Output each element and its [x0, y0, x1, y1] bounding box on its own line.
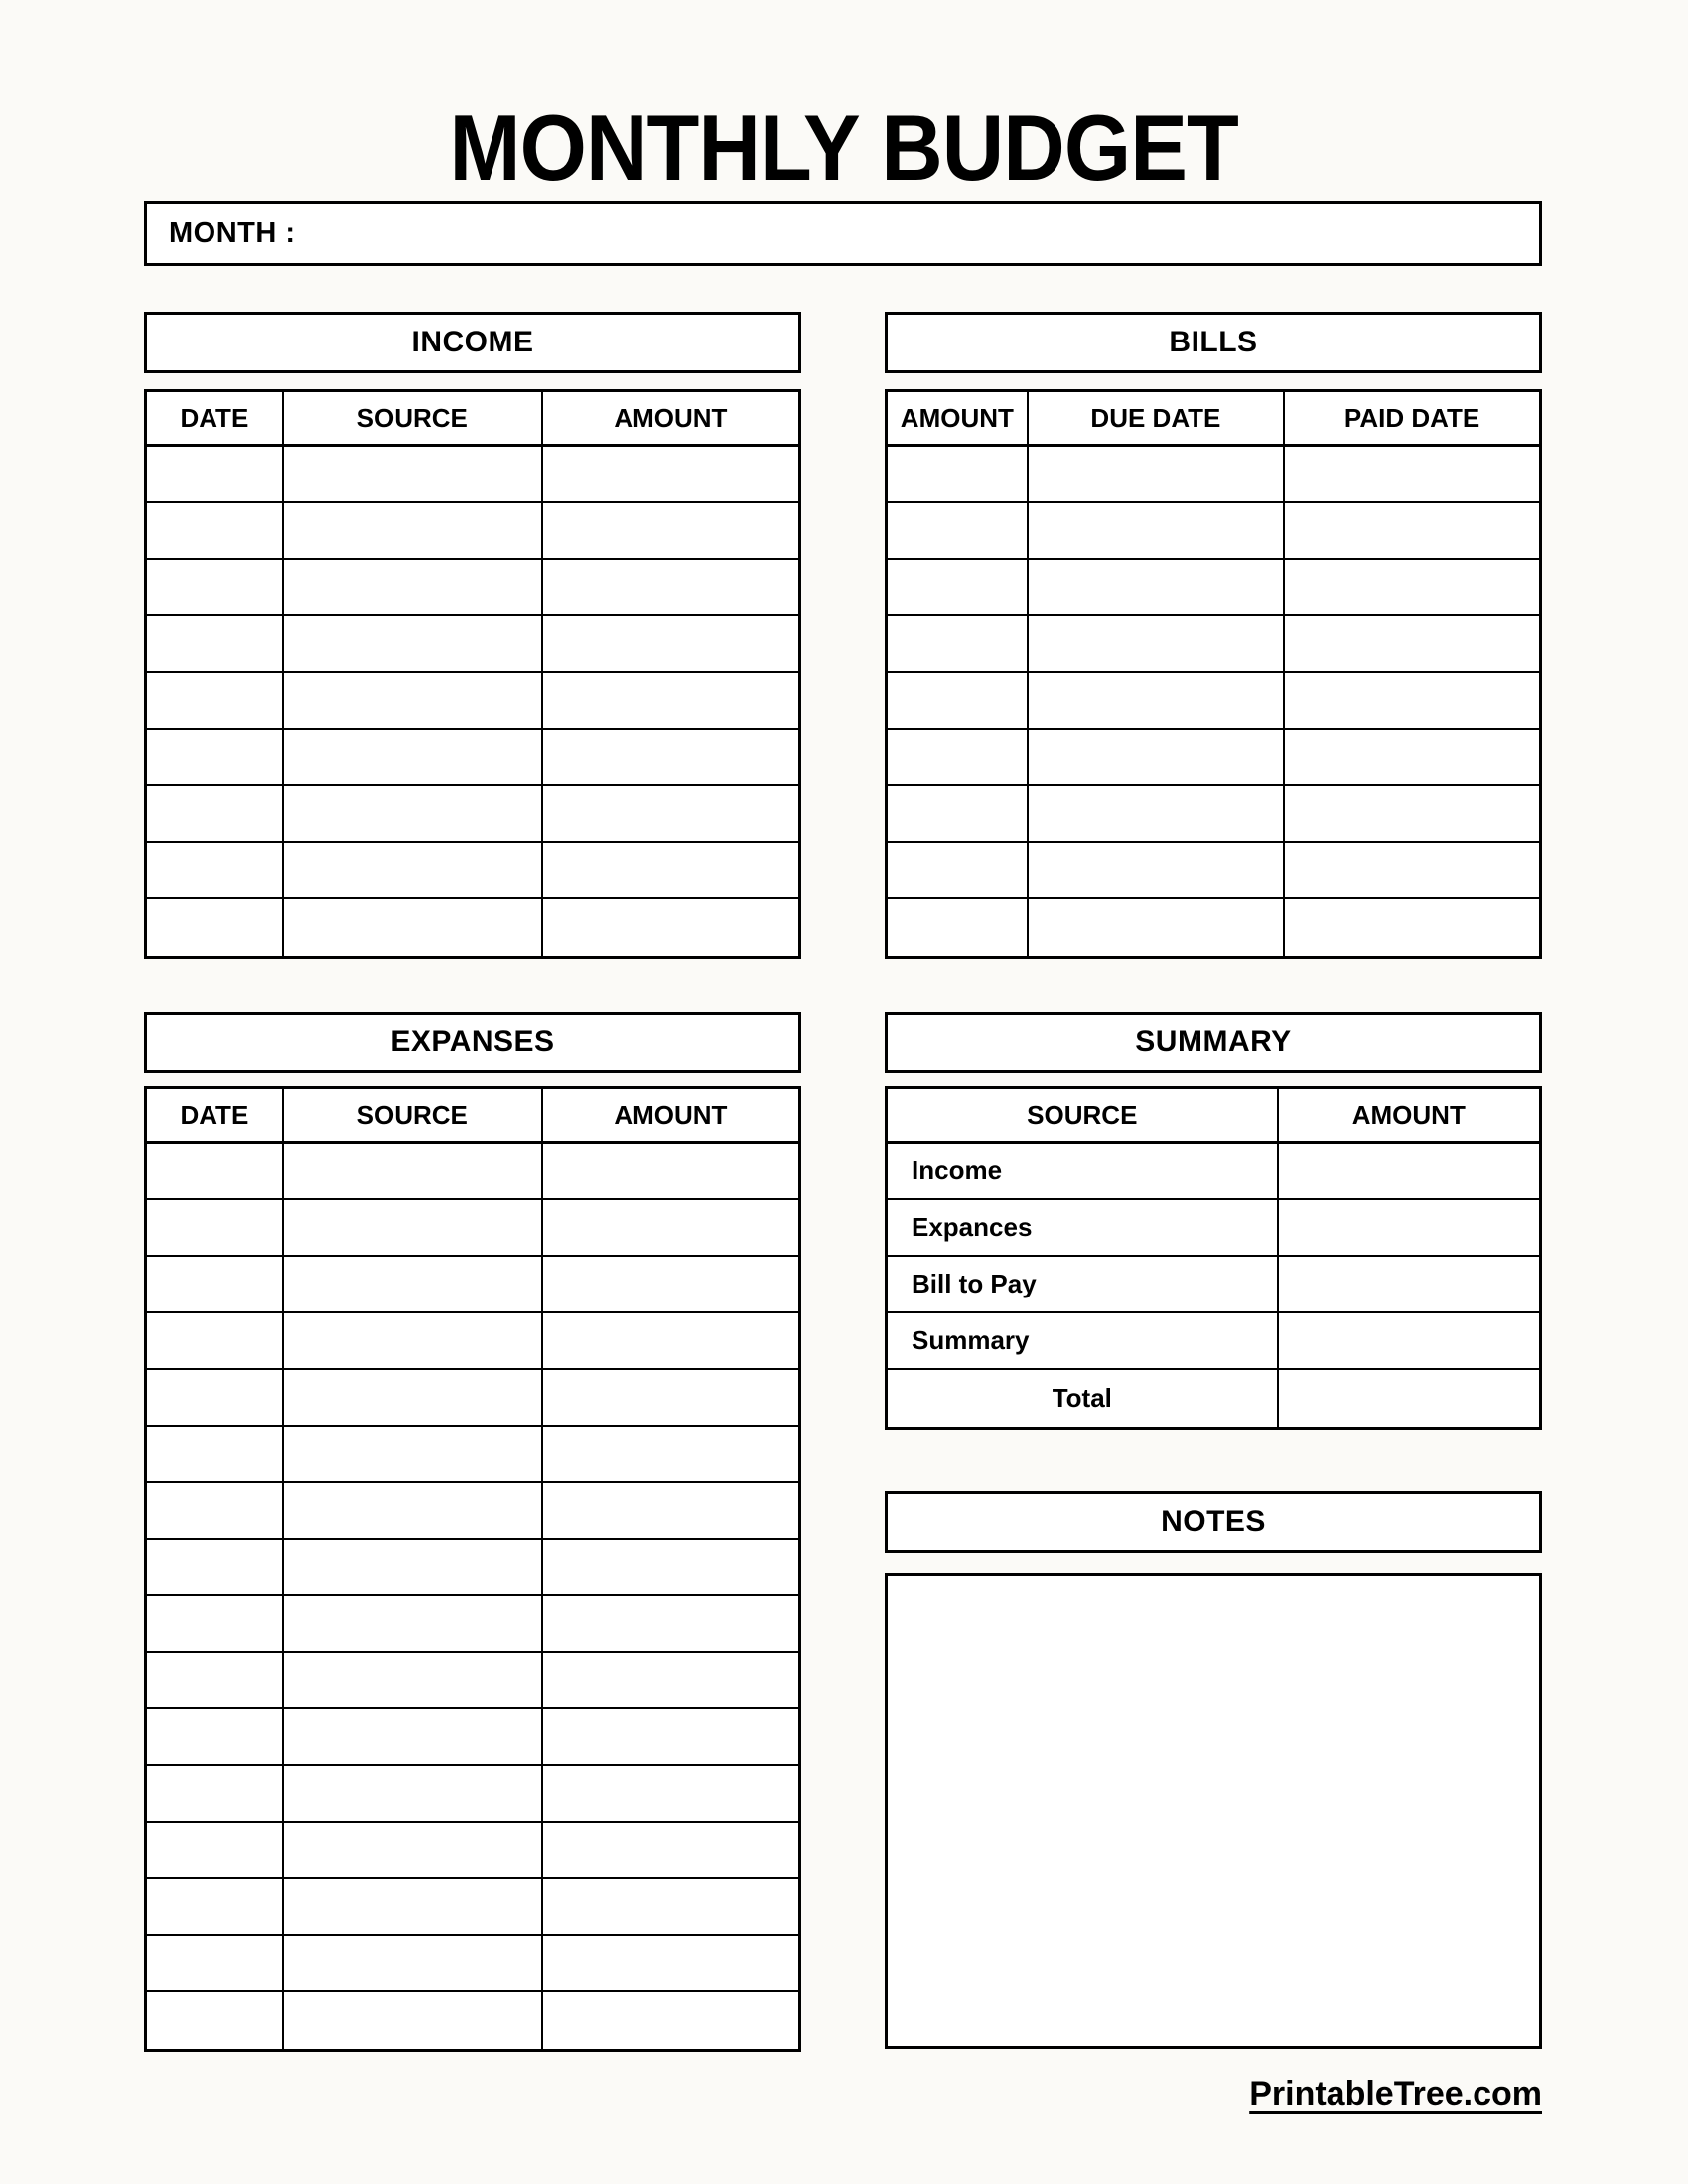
table-row: [888, 616, 1539, 673]
empty-cell[interactable]: [284, 1483, 543, 1538]
table-row: [888, 503, 1539, 560]
empty-cell[interactable]: [284, 1144, 543, 1198]
bills-title-label: BILLS: [1169, 326, 1258, 358]
table-row: [147, 1823, 798, 1879]
empty-cell[interactable]: [1285, 447, 1539, 501]
empty-cell[interactable]: [147, 1766, 284, 1821]
summary-row-bill-to-pay: [888, 1257, 1539, 1313]
empty-cell[interactable]: [1285, 616, 1539, 671]
table-row: [147, 1257, 798, 1313]
empty-cell[interactable]: [147, 1257, 284, 1311]
empty-cell[interactable]: [284, 503, 543, 558]
income-table: [144, 389, 801, 959]
empty-cell[interactable]: [543, 1596, 798, 1651]
empty-cell[interactable]: [147, 503, 284, 558]
table-row: [888, 447, 1539, 503]
bills-table: [885, 389, 1542, 959]
empty-cell[interactable]: [147, 1596, 284, 1651]
table-row: [147, 786, 798, 843]
empty-cell[interactable]: [888, 560, 1029, 614]
empty-cell[interactable]: [543, 673, 798, 728]
empty-cell[interactable]: [888, 786, 1029, 841]
table-row: [147, 1427, 798, 1483]
expanses-title-label: EXPANSES: [390, 1025, 555, 1058]
table-row: [147, 1144, 798, 1200]
expanses-section-title: [144, 1012, 801, 1073]
empty-cell[interactable]: [147, 843, 284, 897]
empty-cell[interactable]: [543, 1823, 798, 1877]
empty-cell[interactable]: [888, 899, 1029, 956]
bills-section-title: [885, 312, 1542, 373]
empty-cell[interactable]: [284, 1823, 543, 1877]
empty-cell[interactable]: [147, 1823, 284, 1877]
empty-cell[interactable]: [543, 1992, 798, 2049]
summary-value-cell[interactable]: [1279, 1257, 1539, 1311]
empty-cell[interactable]: [888, 447, 1029, 501]
empty-cell[interactable]: [888, 843, 1029, 897]
table-row: [147, 503, 798, 560]
empty-cell[interactable]: [543, 1200, 798, 1255]
table-row: [147, 616, 798, 673]
empty-cell[interactable]: [147, 1483, 284, 1538]
summary-value-cell[interactable]: [1279, 1313, 1539, 1368]
empty-cell[interactable]: [543, 1879, 798, 1934]
empty-cell[interactable]: [543, 1370, 798, 1425]
empty-cell[interactable]: [888, 503, 1029, 558]
empty-cell[interactable]: [543, 616, 798, 671]
column-header-paid-date: PAID DATE: [1343, 402, 1480, 433]
table-row: [147, 899, 798, 956]
summary-title-label: SUMMARY: [1135, 1025, 1292, 1058]
empty-cell[interactable]: [147, 1200, 284, 1255]
empty-cell[interactable]: [543, 447, 798, 501]
empty-cell[interactable]: [888, 673, 1029, 728]
page-title: [0, 95, 1688, 200]
column-header-due-date: DUE DATE: [1029, 392, 1285, 444]
empty-cell[interactable]: [543, 1709, 798, 1764]
expanses-table-header: [147, 1089, 798, 1144]
empty-cell[interactable]: [543, 1936, 798, 1990]
empty-cell[interactable]: [543, 1540, 798, 1594]
column-header-amount: AMOUNT: [614, 1099, 728, 1130]
empty-cell[interactable]: [284, 899, 543, 956]
income-section-title: [144, 312, 801, 373]
summary-row-summary: [888, 1313, 1539, 1370]
month-label: MONTH :: [169, 216, 296, 249]
summary-table: [885, 1086, 1542, 1430]
table-row: [147, 843, 798, 899]
income-title-label: INCOME: [411, 326, 534, 358]
notes-area[interactable]: [885, 1573, 1542, 2049]
empty-cell[interactable]: [1285, 560, 1539, 614]
column-header-amount: AMOUNT: [614, 402, 728, 433]
empty-cell[interactable]: [147, 899, 284, 956]
table-row: [888, 560, 1539, 616]
empty-cell[interactable]: [147, 1879, 284, 1934]
table-row: [147, 1992, 798, 2049]
summary-row-income: [888, 1144, 1539, 1200]
empty-cell[interactable]: [284, 1200, 543, 1255]
income-table-body: [147, 447, 798, 956]
empty-cell[interactable]: [543, 786, 798, 841]
empty-cell[interactable]: [543, 503, 798, 558]
summary-total-label: Total: [888, 1370, 1279, 1427]
empty-cell[interactable]: [147, 1653, 284, 1707]
empty-cell[interactable]: [284, 786, 543, 841]
empty-cell[interactable]: [284, 1427, 543, 1481]
empty-cell[interactable]: [284, 730, 543, 784]
column-header-source: SOURCE: [284, 1089, 543, 1141]
empty-cell[interactable]: [1029, 560, 1285, 614]
empty-cell[interactable]: [284, 1540, 543, 1594]
table-row: [147, 1540, 798, 1596]
empty-cell[interactable]: [284, 1653, 543, 1707]
empty-cell[interactable]: [543, 560, 798, 614]
summary-table-body: [888, 1144, 1539, 1427]
empty-cell[interactable]: [543, 1483, 798, 1538]
column-header-source: SOURCE: [284, 392, 543, 444]
table-row: [147, 1766, 798, 1823]
empty-cell[interactable]: [1285, 786, 1539, 841]
empty-cell[interactable]: [1285, 673, 1539, 728]
empty-cell[interactable]: [1029, 843, 1285, 897]
empty-cell[interactable]: [284, 1257, 543, 1311]
empty-cell[interactable]: [543, 730, 798, 784]
empty-cell[interactable]: [543, 1144, 798, 1198]
table-row: [147, 1200, 798, 1257]
table-row: [147, 447, 798, 503]
column-header-date: DATE: [147, 392, 284, 444]
table-row: [147, 673, 798, 730]
notes-section-title: [885, 1491, 1542, 1553]
empty-cell[interactable]: [888, 616, 1029, 671]
summary-table-header: [888, 1089, 1539, 1144]
table-row: [147, 1370, 798, 1427]
summary-row-total: [888, 1370, 1539, 1427]
bills-table-body: [888, 447, 1539, 956]
table-row: [147, 1653, 798, 1709]
table-row: [888, 786, 1539, 843]
table-row: [147, 1936, 798, 1992]
empty-cell[interactable]: [284, 1766, 543, 1821]
table-row: [147, 1709, 798, 1766]
empty-cell[interactable]: [284, 1313, 543, 1368]
empty-cell[interactable]: [147, 447, 284, 501]
summary-row-label: Summary: [888, 1313, 1279, 1368]
empty-cell[interactable]: [543, 1313, 798, 1368]
empty-cell[interactable]: [284, 1936, 543, 1990]
empty-cell[interactable]: [284, 1992, 543, 2049]
summary-row-label: Income: [888, 1144, 1279, 1198]
empty-cell[interactable]: [284, 447, 543, 501]
table-row: [888, 843, 1539, 899]
empty-cell[interactable]: [543, 843, 798, 897]
empty-cell[interactable]: [284, 673, 543, 728]
empty-cell[interactable]: [147, 1313, 284, 1368]
table-row: [147, 560, 798, 616]
empty-cell[interactable]: [284, 1596, 543, 1651]
summary-value-cell[interactable]: [1279, 1370, 1539, 1427]
table-row: [888, 673, 1539, 730]
empty-cell[interactable]: [284, 1370, 543, 1425]
empty-cell[interactable]: [284, 843, 543, 897]
footer-website-link[interactable]: PrintableTree.com: [1249, 2075, 1542, 2113]
empty-cell[interactable]: [1029, 447, 1285, 501]
empty-cell[interactable]: [147, 673, 284, 728]
month-field: [144, 201, 1542, 266]
empty-cell[interactable]: [1029, 503, 1285, 558]
summary-value-cell[interactable]: [1279, 1144, 1539, 1198]
income-table-header: [147, 392, 798, 447]
empty-cell[interactable]: [543, 1653, 798, 1707]
column-header-date: DATE: [147, 1089, 284, 1141]
empty-cell[interactable]: [543, 1766, 798, 1821]
summary-row-expances: [888, 1200, 1539, 1257]
empty-cell[interactable]: [147, 786, 284, 841]
column-header-amount: AMOUNT: [888, 392, 1029, 444]
month-input[interactable]: [310, 209, 1517, 257]
empty-cell[interactable]: [1029, 899, 1285, 956]
empty-cell[interactable]: [543, 1257, 798, 1311]
empty-cell[interactable]: [543, 899, 798, 956]
column-header-amount: AMOUNT: [1351, 1099, 1466, 1130]
empty-cell[interactable]: [147, 1427, 284, 1481]
empty-cell[interactable]: [147, 1370, 284, 1425]
table-row: [147, 1313, 798, 1370]
table-row: [147, 1596, 798, 1653]
empty-cell[interactable]: [888, 730, 1029, 784]
empty-cell[interactable]: [147, 1936, 284, 1990]
table-row: [147, 1483, 798, 1540]
column-header-source: SOURCE: [888, 1089, 1279, 1141]
bills-table-header: [888, 392, 1539, 447]
summary-row-label: Bill to Pay: [888, 1257, 1279, 1311]
empty-cell[interactable]: [284, 616, 543, 671]
empty-cell[interactable]: [284, 1879, 543, 1934]
empty-cell[interactable]: [284, 560, 543, 614]
empty-cell[interactable]: [147, 1992, 284, 2049]
notes-title-label: NOTES: [1161, 1505, 1266, 1538]
page-title-text: MONTHLY BUDGET: [449, 95, 1239, 200]
empty-cell[interactable]: [1285, 730, 1539, 784]
empty-cell[interactable]: [1285, 843, 1539, 897]
empty-cell[interactable]: [147, 1540, 284, 1594]
empty-cell[interactable]: [1029, 786, 1285, 841]
empty-cell[interactable]: [284, 1709, 543, 1764]
table-row: [147, 1879, 798, 1936]
empty-cell[interactable]: [147, 616, 284, 671]
empty-cell[interactable]: [147, 730, 284, 784]
expanses-table: [144, 1086, 801, 2052]
empty-cell[interactable]: [1285, 503, 1539, 558]
empty-cell[interactable]: [147, 560, 284, 614]
table-row: [888, 730, 1539, 786]
expanses-table-body: [147, 1144, 798, 2049]
empty-cell[interactable]: [1029, 616, 1285, 671]
empty-cell[interactable]: [1029, 730, 1285, 784]
summary-value-cell[interactable]: [1279, 1200, 1539, 1255]
table-row: [888, 899, 1539, 956]
summary-row-label: Expances: [888, 1200, 1279, 1255]
empty-cell[interactable]: [1029, 673, 1285, 728]
table-row: [147, 730, 798, 786]
empty-cell[interactable]: [543, 1427, 798, 1481]
empty-cell[interactable]: [147, 1709, 284, 1764]
empty-cell[interactable]: [1285, 899, 1539, 956]
summary-section-title: [885, 1012, 1542, 1073]
empty-cell[interactable]: [147, 1144, 284, 1198]
